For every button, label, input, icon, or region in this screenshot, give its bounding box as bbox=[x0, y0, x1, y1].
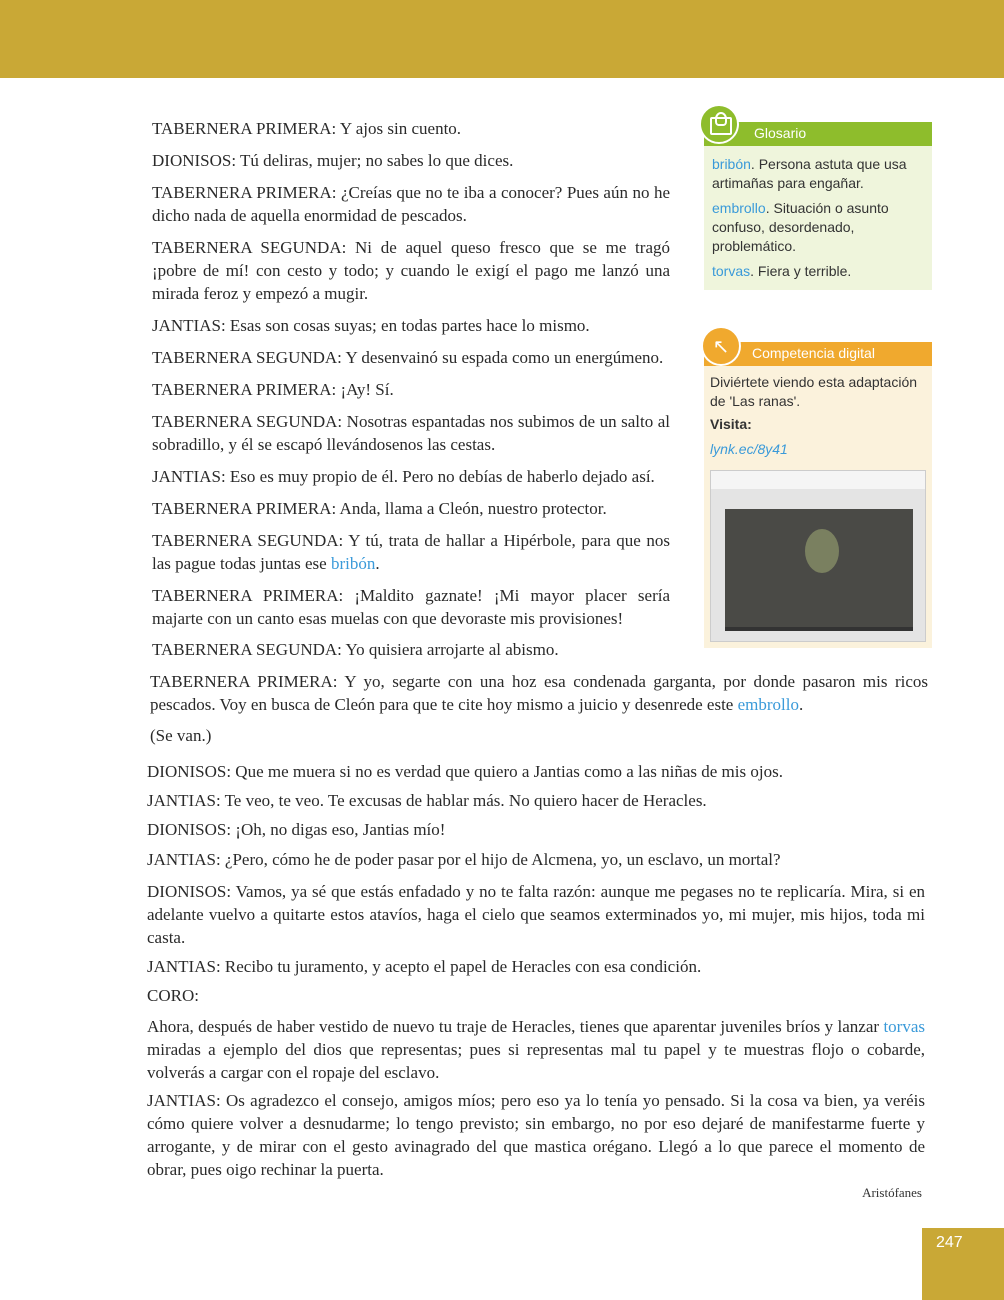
digital-competence-box bbox=[704, 334, 932, 648]
dialogue-line: JANTIAS: ¿Pero, cómo he de poder pasar por el hijo de Alcmena, yo, un esclavo, un mortal? bbox=[147, 850, 781, 869]
line-text: TABERNERA SEGUNDA: Y tú, trata de hallar a Hipérbole, para que nos las pague todas juntas ese bbox=[152, 531, 670, 573]
dialogue-line: TABERNERA PRIMERA: Anda, llama a Cleón, nuestro protector. bbox=[152, 499, 607, 518]
glossary-term-link[interactable]: bribón bbox=[330, 554, 376, 573]
visit-label: Visita: bbox=[710, 416, 752, 432]
browser-bar bbox=[711, 471, 925, 489]
digital-text: Diviértete viendo esta adaptación de 'Las ranas'. bbox=[710, 374, 918, 409]
glossary-definition: . Persona astuta que usa artimañas para engañar. bbox=[712, 156, 907, 191]
dialogue-line: TABERNERA SEGUNDA: Yo quisiera arrojarte al abismo. bbox=[152, 640, 559, 659]
dialogue-line: JANTIAS: Os agradezco el consejo, amigos míos; pero eso ya lo tenía yo pensado. Si la cosa va bien, ya veréis cómo quiere volver a desnudarme; lo tengo previsto; sin embargo, no por eso dejaré de manifestarme fuerte y arrogante, y de mirar con el gesto avinagrado del que mastica orégano. Llegó a lo que parece el momento de obrar, pues oigo rechinar la puerta. bbox=[147, 1091, 925, 1179]
video-controls[interactable] bbox=[725, 627, 913, 631]
dialogue-line bbox=[152, 529, 670, 575]
glossary-definition: . Situación o asunto confuso, desordenado, problemático. bbox=[712, 200, 889, 254]
author-name: Aristófanes bbox=[862, 1185, 922, 1200]
glossary-box bbox=[704, 122, 932, 290]
glossary-definition: . Fiera y terrible. bbox=[750, 263, 852, 279]
video-screen bbox=[725, 509, 913, 627]
dialogue-line: TABERNERA PRIMERA: Y ajos sin cuento. bbox=[152, 119, 462, 138]
glossary-term: bribón bbox=[712, 156, 751, 172]
video-thumbnail[interactable] bbox=[710, 470, 926, 642]
dialogue-line: DIONISOS: Vamos, ya sé que estás enfadado y no te falta razón: aunque me pegases no te replicaría. Mira, si en adelante vuelvo a quitarte estos atavíos, haga el cielo que seamos exterminados yo, mi mujer, mis hijos, toda mi casta. bbox=[147, 882, 925, 947]
page-number: 247 bbox=[936, 1234, 963, 1251]
line-text: Ahora, después de haber vestido de nuevo tu traje de Heracles, tienes que aparentar juveniles bríos y lanzar bbox=[147, 1017, 884, 1036]
glossary-entry bbox=[712, 155, 924, 193]
dialogue-line: TABERNERA PRIMERA: ¡Maldito gaznate! ¡Mi mayor placer sería majarte con un canto esas muelas con que devoraste mis provisiones! bbox=[152, 586, 670, 628]
digital-title: Competencia digital bbox=[752, 345, 875, 361]
page-number-tab bbox=[922, 1228, 1004, 1300]
glossary-term: torvas bbox=[712, 263, 751, 279]
dialogue-line: TABERNERA SEGUNDA: Ni de aquel queso fresco que se me tragó ¡pobre de mí! con cesto y todo; y cuando le exigí el pago me lanzó una mirada feroz y empezó a mugir. bbox=[152, 238, 670, 303]
dialogue-line: DIONISOS: Que me muera si no es verdad que quiero a Jantias como a las niñas de mis ojos. bbox=[147, 762, 783, 781]
stage-direction: (Se van.) bbox=[150, 726, 212, 745]
line-text: . bbox=[798, 695, 804, 714]
dialogue-line bbox=[147, 1015, 925, 1084]
glossary-term: embrollo bbox=[712, 200, 766, 216]
dialogue-line: JANTIAS: Eso es muy propio de él. Pero no debías de haberlo dejado así. bbox=[152, 467, 655, 486]
book-bulb-icon bbox=[699, 104, 739, 144]
dialogue-line: TABERNERA SEGUNDA: Nosotras espantadas nos subimos de un salto al sobradillo, y él se escapó llevándosenos las cestas. bbox=[152, 412, 670, 454]
glossary-term-link[interactable]: embrollo bbox=[737, 695, 799, 714]
speaker-label: CORO: bbox=[147, 986, 199, 1005]
dialogue-line: DIONISOS: ¡Oh, no digas eso, Jantias mío! bbox=[147, 820, 446, 839]
glossary-title: Glosario bbox=[754, 125, 807, 141]
dialogue-line bbox=[150, 670, 928, 716]
dialogue-line: TABERNERA SEGUNDA: Y desenvainó su espada como un energúmeno. bbox=[152, 348, 664, 367]
cursor-icon: ↖ bbox=[701, 326, 741, 366]
dialogue-line: TABERNERA PRIMERA: ¡Ay! Sí. bbox=[152, 380, 394, 399]
line-text: . bbox=[375, 554, 380, 573]
glossary-entry bbox=[712, 199, 924, 256]
dialogue-line: JANTIAS: Te veo, te veo. Te excusas de hablar más. No quiero hacer de Heracles. bbox=[147, 791, 707, 810]
dialogue-line: DIONISOS: Tú deliras, mujer; no sabes lo que dices. bbox=[152, 151, 514, 170]
dialogue-line: JANTIAS: Esas son cosas suyas; en todas partes hace lo mismo. bbox=[152, 316, 590, 335]
line-text: TABERNERA PRIMERA: Y yo, segarte con una hoz esa condenada garganta, por donde pasaron mis ricos pescados. Voy en busca de Cleón para que te cite hoy mismo a juicio y desenrede este bbox=[150, 672, 928, 714]
line-text: miradas a ejemplo del dios que representas; pues si representas mal tu papel y te muestras flojo o cobarde, volverás a cargar con el ropaje del esclavo. bbox=[147, 1040, 925, 1082]
glossary-term-link[interactable]: torvas bbox=[883, 1017, 925, 1036]
video-link[interactable]: lynk.ec/8y41 bbox=[710, 441, 788, 457]
glossary-entry bbox=[712, 262, 924, 281]
actor-face bbox=[805, 529, 839, 573]
dialogue-line: JANTIAS: Recibo tu juramento, y acepto el papel de Heracles con esa condición. bbox=[147, 957, 702, 976]
dialogue-line: TABERNERA PRIMERA: ¿Creías que no te iba a conocer? Pues aún no he dicho nada de aquella enormidad de pescados. bbox=[152, 183, 670, 225]
